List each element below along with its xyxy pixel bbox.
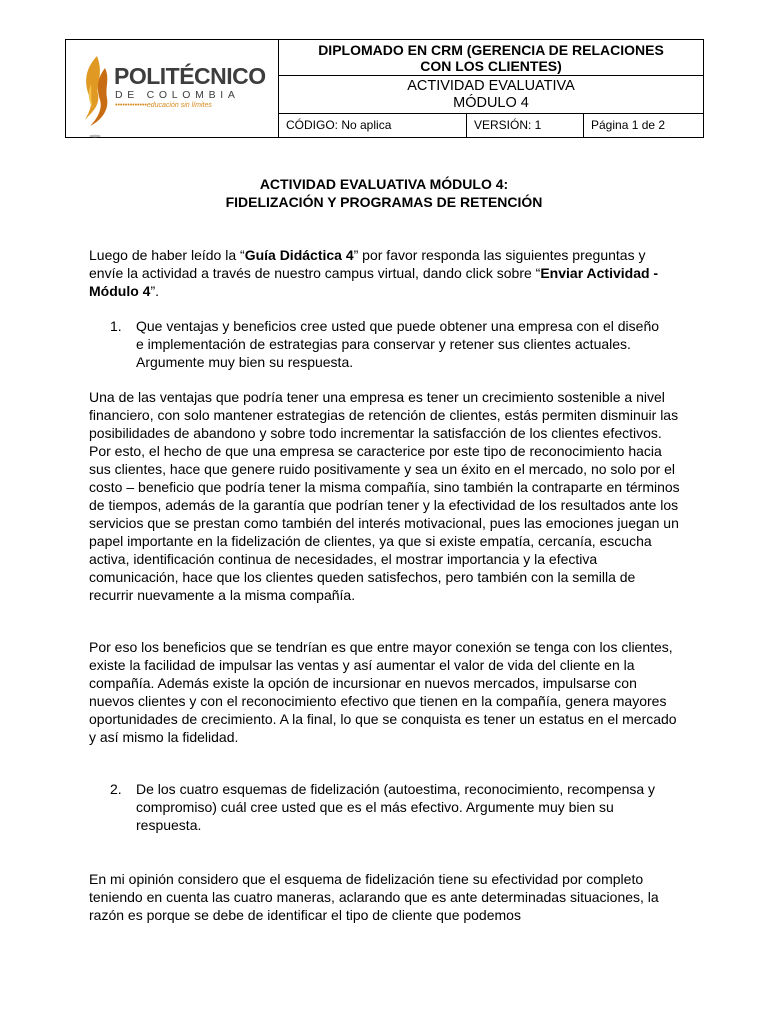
course-title-line2: CON LOS CLIENTES) <box>420 58 562 74</box>
logo <box>66 40 279 137</box>
intro-text-2: ” por favor responda las siguientes preguntas y envíe la actividad a través de nuestro campus virtual, dando click sobre “ <box>89 247 646 281</box>
logo-tagline <box>115 102 212 109</box>
logo-wordmark: POLITÉCNICO <box>114 63 266 89</box>
activity-title-line2: MÓDULO 4 <box>453 95 529 111</box>
meta-row <box>279 114 703 137</box>
course-title-cell <box>279 40 703 76</box>
version-cell: VERSIÓN: 1 <box>467 114 584 137</box>
question-number: 2. <box>110 781 122 797</box>
intro-submit-label: Enviar Actividad - Módulo 4 <box>89 265 659 299</box>
codigo-cell: CÓDIGO: No aplica <box>279 114 467 137</box>
answer-paragraph: Una de las ventajas que podría tener una empresa es tener un crecimiento sostenible a nivel financiero, con solo mantener estrategias de retención de clientes, estás permiten disminuir las posibilidades de abandono y sobre todo incrementar la satisfacción de los clientes efectivos. Por esto, el hecho de que una empresa se caracterice por este tipo de reconocimiento hacia sus clientes, hace que genere ruido positivamente y sea un éxito en el mercado, no solo por el costo – beneficio que podría tener la misma compañía, sino también la contraparte en términos de tiempos, además de la garantía que podrían tener y la efectividad de los resultados ante los servicios que se prestan como también del interés motivacional, pues las emociones juegan un papel importante en la fidelización de clientes, ya que si existe empatía, cercanía, escucha activa, identificación continua de necesidades, el mostrar importancia y la efectiva comunicación, hace que los clientes queden satisfechos, pero también con la semilla de recurrir nuevamente a la misma compañía. <box>89 389 680 603</box>
activity-title-line1: ACTIVIDAD EVALUATIVA <box>407 78 575 94</box>
question-text: De los cuatro esquemas de fidelización (autoestima, reconocimiento, recompensa y compromiso) cuál cree usted que es el más efectivo. Argumente muy bien su respuesta. <box>136 781 656 833</box>
intro-paragraph <box>89 246 683 300</box>
logo-subtitle: DE COLOMBIA <box>115 89 240 101</box>
intro-text-3: ”. <box>150 283 159 299</box>
question-number: 1. <box>110 318 122 334</box>
answer-paragraph: Por eso los beneficios que se tendrían es que entre mayor conexión se tenga con los clientes, existe la facilidad de impulsar las ventas y así aumentar el valor de vida del cliente en la compañía. Además existe la opción de incursionar en nuevos mercados, impulsarse con nuevos clientes y con el reconocimiento efectivo que tienen en la compañía, genera mayores oportunidades de crecimiento. A la final, lo que se conquista es tener un estatus en el mercado y así mismo la fidelidad. <box>89 639 677 745</box>
answer-paragraph: En mi opinión considero que el esquema de fidelización tiene su efectividad por completo teniendo en cuenta las cuatro maneras, aclarando que es ante determinadas situaciones, la razón es porque se debe de identificar el tipo de cliente que podemos <box>89 871 659 923</box>
page-number-cell: Página 1 de 2 <box>591 118 666 132</box>
intro-guide-name: Guía Didáctica 4 <box>244 247 354 263</box>
question-text: Que ventajas y beneficios cree usted que puede obtener una empresa con el diseño e implementación de estrategias para conservar y retener sus clientes actuales. Argumente muy bien su respuesta. <box>136 318 660 370</box>
intro-text-1: Luego de haber leído la “ <box>89 247 245 263</box>
header-table <box>65 39 704 138</box>
document-title-line1: ACTIVIDAD EVALUATIVA MÓDULO 4: <box>259 176 509 192</box>
activity-title-cell <box>279 76 703 114</box>
logo-tagline-dots: ••••••••••••• <box>115 102 147 109</box>
course-title-line1: DIPLOMADO EN CRM (GERENCIA DE RELACIONES <box>318 42 664 58</box>
logo-tagline-text: educación sin límites <box>146 102 212 109</box>
flame-icon <box>80 54 112 146</box>
document-title-line2: FIDELIZACIÓN Y PROGRAMAS DE RETENCIÓN <box>225 194 543 210</box>
